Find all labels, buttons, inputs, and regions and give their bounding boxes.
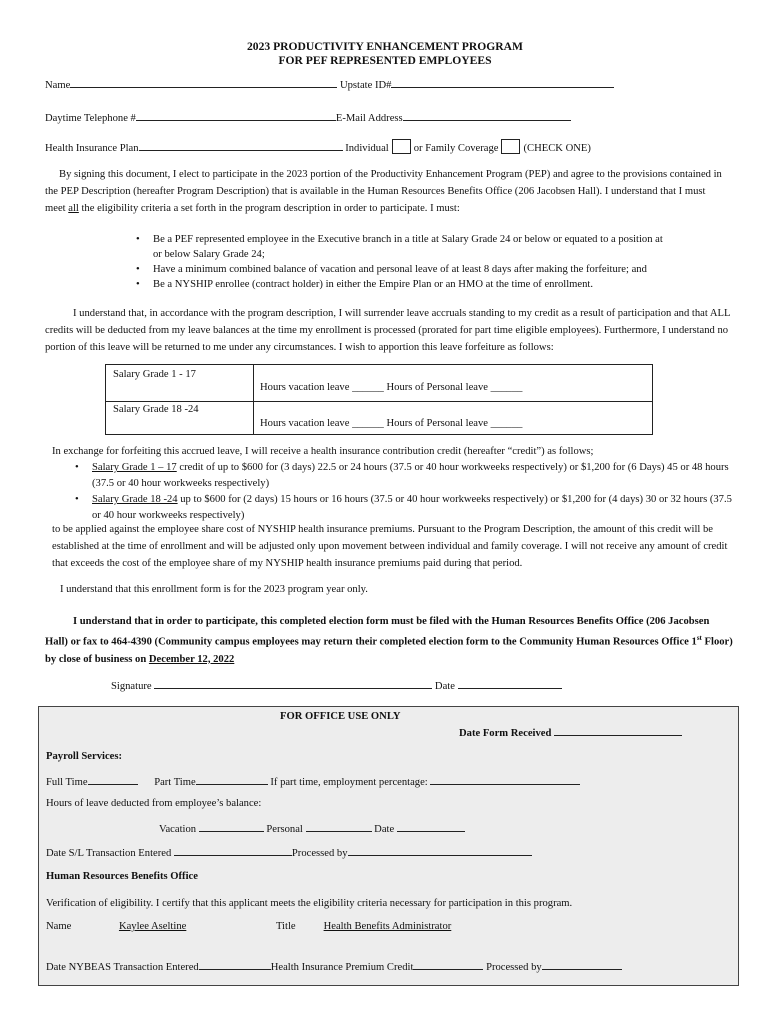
email-field[interactable] (403, 110, 571, 121)
program-year-note: I understand that this enrollment form is for the 2023 program year only. (60, 584, 368, 595)
upstate-id-label: Upstate ID# (339, 80, 392, 91)
nybeas-row: Date NYBEAS Transaction Entered Health Insurance Premium Credit Processed by (46, 959, 622, 973)
intro-paragraph: By signing this document, I elect to participate in the 2023 portion of the Productivity Enhancement Program (PEP) and agree to the provisions contained in the PEP Description (hereafter Program Description) that is available in the Human Resources Benefits Office (206 Jacobsen Hall). I understand that I must meet all the eligibility criteria a set forth in the program description in order to participate. I must: (45, 169, 722, 214)
signature-date-field[interactable] (458, 678, 562, 689)
email-label: E-Mail Address (335, 113, 403, 124)
health-plan-field[interactable] (139, 140, 343, 151)
payroll-heading: Payroll Services: (46, 751, 122, 762)
administrator-row: Name Kaylee Aseltine Title Health Benefits Administrator (46, 921, 518, 932)
individual-checkbox[interactable] (392, 139, 411, 154)
deduction-row: Vacation Personal Date (159, 821, 465, 835)
leave-forfeiture-table (105, 364, 653, 435)
criteria-item: • Be a PEF represented employee in the Executive branch in a title at Salary Grade 24 or below or equated to a position at or below Salary Grade 24; (136, 232, 666, 262)
phone-row (45, 110, 571, 124)
personal-field[interactable] (306, 821, 372, 832)
form-title-line1: 2023 PRODUCTIVITY ENHANCEMENT PROGRAM (246, 40, 523, 53)
full-time-field[interactable] (88, 774, 138, 785)
processed-by-field[interactable] (348, 845, 532, 856)
hours-cell[interactable]: Hours vacation leave ______ Hours of Personal leave ______ (254, 402, 653, 435)
table-row (106, 365, 653, 402)
employment-row: Full Time Part Time If part time, employment percentage: (46, 774, 580, 788)
administrator-name: Kaylee Aseltine (118, 921, 187, 932)
family-checkbox[interactable] (501, 139, 520, 154)
name-row (45, 77, 614, 91)
form-title-line2: FOR PEF REPRESENTED EMPLOYEES (278, 54, 492, 67)
filing-notice: I understand that in order to participate, this completed election form must be filed with the Human Resources Benefits Office (206 Jacobsen Hall) or fax to 464-4390 (Community campus employees may return their completed election form to the Community Human Resources Office 1st Floor) by close of business on December 12, 2022 (45, 616, 733, 665)
grade-cell: Salary Grade 18 -24 (106, 402, 254, 435)
surrender-paragraph: I understand that, in accordance with the program description, I will surrender leave accruals standing to my credit as a result of participation and that ALL credits will be deducted from my leave balances at the time my enrollment is processed (prorated for part time eligible employees). Furthermore, I understand no portion of this leave will be returned to me under any circumstances. I wish to apportion this leave forfeiture as follows: (45, 308, 731, 353)
hr-benefits-heading: Human Resources Benefits Office (46, 871, 198, 882)
health-plan-row (45, 139, 591, 154)
check-one-note: (CHECK ONE) (523, 143, 591, 154)
date-received-field[interactable] (554, 725, 682, 736)
grade-cell: Salary Grade 1 - 17 (106, 365, 254, 402)
health-plan-label: Health Insurance Plan (45, 143, 139, 154)
individual-label: Individual (345, 143, 389, 154)
signature-label: Signature (111, 681, 152, 692)
credit-application-paragraph: to be applied against the employee share cost of NYSHIP health insurance premiums. Pursuant to the Program Description, the amount of this credit will be established at the time of enrollment and will be adjusted only upon movement between individual and family coverage. I will not receive any amount of credit that exceeds the cost of the employee share of my NYSHIP health insurance premiums paid during that period. (52, 524, 728, 569)
hours-cell[interactable]: Hours vacation leave ______ Hours of Personal leave ______ (254, 365, 653, 402)
family-label: or Family Coverage (413, 143, 499, 154)
date-label: Date (434, 681, 455, 692)
criteria-item: • Be a NYSHIP enrollee (contract holder) in either the Empire Plan or an HMO at the time of enrollment. (136, 277, 666, 292)
office-use-title: FOR OFFICE USE ONLY (280, 711, 401, 722)
part-time-field[interactable] (196, 774, 268, 785)
name-field[interactable] (70, 77, 337, 88)
signature-row (111, 678, 562, 692)
verification-text: Verification of eligibility. I certify that this applicant meets the eligibility criteria necessary for participation in this program. (46, 898, 573, 909)
upstate-id-field[interactable] (391, 77, 614, 88)
nybeas-processed-by-field[interactable] (542, 959, 622, 970)
phone-field[interactable] (136, 110, 336, 121)
eligibility-criteria-list (136, 232, 666, 292)
credit-item: • Salary Grade 18 -24 up to $600 for (2 days) 15 hours or 16 hours (37.5 or 40 hour workweeks respectively) or $1,200 for (4 days) 30 or 32 hours (37.5 or 40 hour workweeks respectively) (75, 492, 735, 524)
deduction-date-field[interactable] (397, 821, 465, 832)
vacation-field[interactable] (199, 821, 264, 832)
credit-list (75, 460, 735, 524)
exchange-intro: In exchange for forfeiting this accrued leave, I will receive a health insurance contribution credit (hereafter “credit”) as follows; (52, 446, 594, 457)
sl-date-field[interactable] (174, 845, 292, 856)
phone-label: Daytime Telephone # (45, 113, 136, 124)
office-use-box (38, 706, 739, 986)
percentage-field[interactable] (430, 774, 580, 785)
signature-field[interactable] (154, 678, 432, 689)
nybeas-date-field[interactable] (199, 959, 271, 970)
name-label: Name (45, 80, 71, 91)
premium-credit-field[interactable] (413, 959, 483, 970)
hours-deducted-label: Hours of leave deducted from employee’s balance: (46, 798, 262, 809)
credit-item: • Salary Grade 1 – 17 credit of up to $600 for (3 days) 22.5 or 24 hours (37.5 or 40 hour workweeks respectively) or $1,200 for (6 Days) 45 or 48 hours (37.5 or 40 hour workweeks respectively) (75, 460, 735, 492)
date-form-received: Date Form Received (459, 725, 682, 739)
sl-transaction-row: Date S/L Transaction Entered Processed by (46, 845, 532, 859)
criteria-item: • Have a minimum combined balance of vacation and personal leave of at least 8 days after making the forfeiture; and (136, 262, 666, 277)
administrator-title: Health Benefits Administrator (323, 921, 452, 932)
table-row (106, 402, 653, 435)
